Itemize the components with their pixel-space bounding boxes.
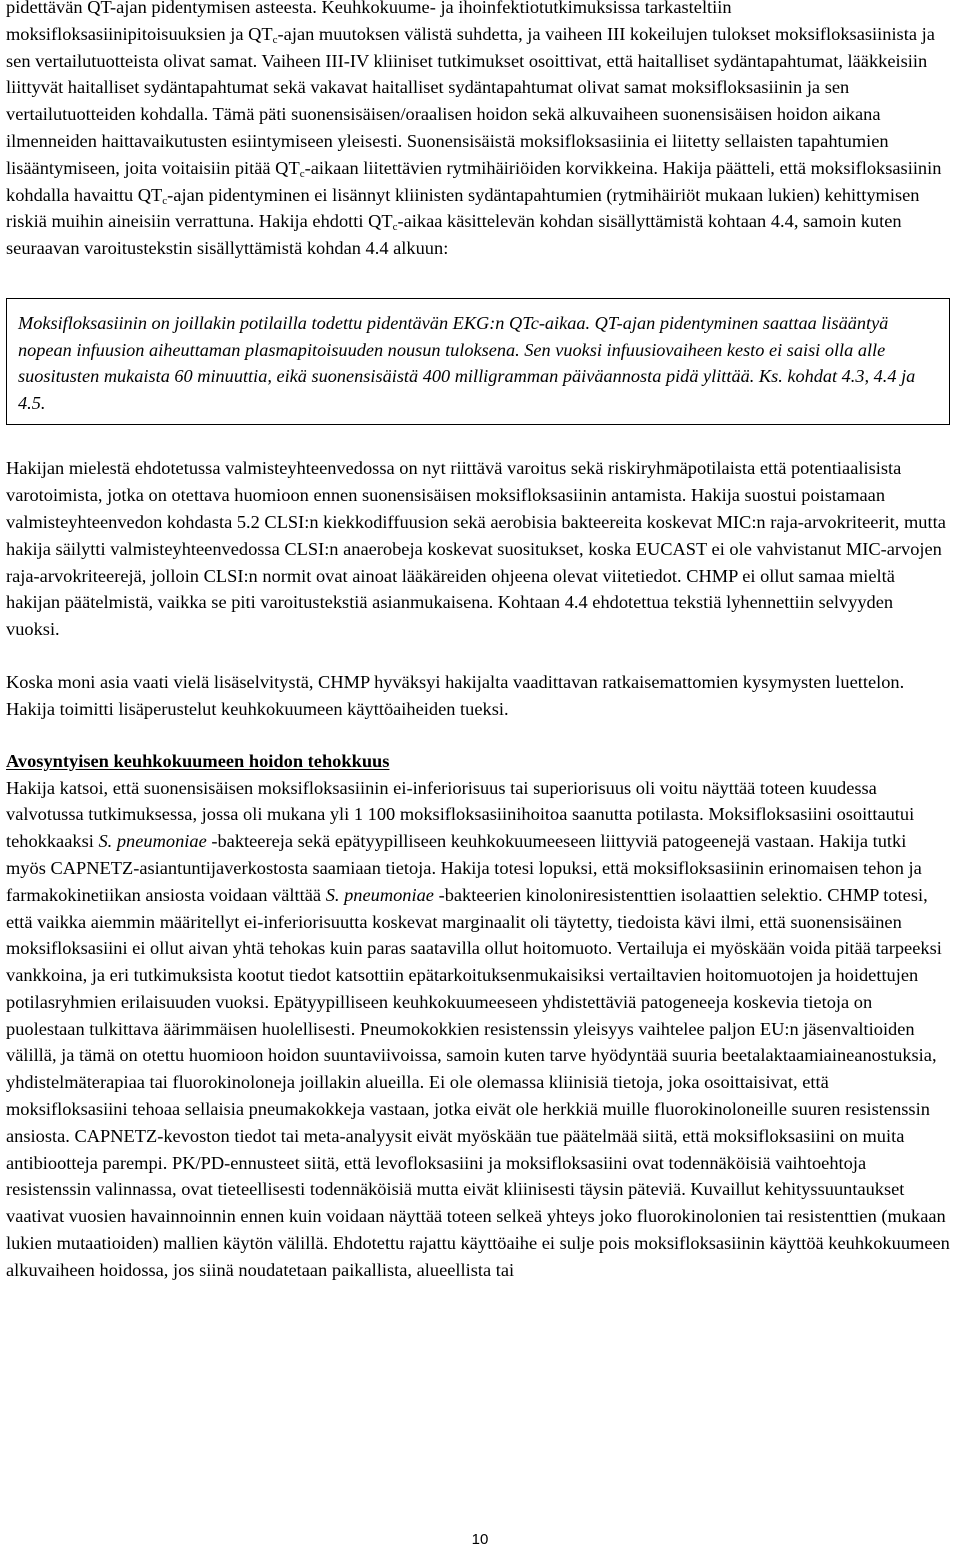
subscript-c: c — [272, 33, 278, 46]
text-run: -aikaa käsittelevän kohdan sisällyttämistä kohtaan 4.4, samoin kuten seuraavan varoitustekstin sisällyttämistä kohdan 4.4 alkuun: — [6, 211, 902, 259]
species-name: S. pneumoniae — [325, 884, 434, 905]
text-run: -ajan pidentyminen ei lisännyt kliinisten sydäntapahtumien (rytmihäiriöt mukaan lukien) kehittymisen riskiä muihin aineisiin verrattuna. Hakija ehdotti QT — [6, 184, 920, 232]
text-run: pidettävän QT-ajan pidentymisen asteesta. Keuhkokuume- ja ihoinfektiotutkimuksissa tarkasteltiin moksifloksasiinipitoisuuksien ja QT — [6, 0, 732, 44]
subscript-c: c — [392, 221, 398, 234]
text-run: -aikaan liitettävien rytmihäiriöiden korvikkeina. Hakija päätteli, että moksifloksasiinin kohdalla havaittu QT — [6, 157, 942, 205]
paragraph-outstanding-issues: Koska moni asia vaati vielä lisäselvitystä, CHMP hyväksyi hakijalta vaadittavan ratkaisemattomien kysymysten luettelon. Hakija toimitti lisäperustelut keuhkokuumeen käyttöaiheiden tueksi. — [6, 671, 905, 719]
text-run: -bakteerien kinoloniresistenttien isolaattien selektio. CHMP totesi, että vaikka aiemmin määritellyt ei-inferiorisuutta koskevat marginaalit oli täytetty, tiedoista kävi ilmi, että suonensisäinen moksifloksasiini ei ollut aivan yhtä tehokas kuin paras saatavilla ollut hoitomuoto. Vertailuja ei myöskään voida pitää tarpeeksi vankkoina, ja eri tutkimuksista kootut tiedot katsottiin epätarkoituksenmukaisiksi vertailtavien hoitomuotojen ja hoidettujen potilasryhmien erilaisuuden vuoksi. Epätyypilliseen keuhkokuumeeseen yhdistettäviä patogeneeja koskevia tietoja on puolestaan tulkittava äärimmäisen huolellisesti. Pneumokokkien resistenssin yleisyys vaihtelee paljon EU:n jäsenvaltioiden välillä, ja tämä on otettu huomioon hoidon suuntaviivoissa, samoin kuten tarve hyödyntää suuria beetalaktaamiaineanostuksia, yhdistelmäterapiaa tai fluorokinoloneja joillakin alueilla. Ei ole olemassa kliinisiä tietoja, joka osoittaisivat, että moksifloksasiini tehoaa sellaisia pneumakokkeja vastaan, jotka eivät ole herkkiä muille fluorokinoloneille suuren resistenssin ansiosta. CAPNETZ-kevoston tiedot tai meta-analyysit eivät myöskään tue päätelmää siitä, että moksifloksasiini on muita antibiootteja parempi. PK/PD-ennusteet siitä, että levofloksasiini ja moksifloksasiini ovat todennäköisiä vaihtoehtoja resistenssin valinnassa, ovat tieteellisesti todennäköisiä mutta eivät kliinisesti täysin päteviä. Kuvaillut kehityssuuntaukset vaativat vuosien havainnoinnin ennen kuin voidaan näyttää toteen selkeä yhteys joko fluorokinolonien tai resistenttien (mukaan lukien mutaatioiden) mallien käytön välillä. Ehdotettu rajattu käyttöaihe ei sulje pois moksifloksasiinin käyttöä keuhkokuumeen alkuvaiheen hoidossa, jos siinä noudatetaan paikallista, alueellista tai — [6, 884, 950, 1280]
text-run: -ajan muutoksen välistä suhdetta, ja vaiheen III kokeilujen tulokset moksifloksasiinista ja sen vertailutuotteista olivat samat. Vaiheen III-IV kliiniset tutkimukset osoittivat, että haitalliset sydäntapahtumat, lääkkeisiin liittyvät haitalliset sydäntapahtumat sekä vakavat haitalliset sydäntapahtumat olivat samat moksifloksasiinin ja sen vertailutuotteiden kohdalla. Tämä päti suonensisäisen/oraalisen hoidon sekä alkuvaiheen suonensisäisen hoidon aikana ilmenneiden haittavaikutusten esiintymiseen yleisesti. Suonensisäistä moksifloksasiinia ei liitetty sellaisten tapahtumien lisääntymiseen, joita voitaisiin pitää QT — [6, 23, 935, 178]
document-body — [6, 0, 950, 1284]
section-cap-efficacy — [6, 749, 950, 1284]
warning-text-box — [6, 298, 950, 425]
paragraph-efficacy — [6, 775, 950, 1284]
subscript-c: c — [299, 167, 305, 180]
text-run: Hakija katsoi, että suonensisäisen moksifloksasiinin ei-inferiorisuus tai superiorisuus oli voitu näyttää toteen kuudessa valvotussa tutkimuksessa, jossa oli mukana yli 1 100 moksifloksasiinihoitoa saanutta potilasta. Moksifloksasiini osoittautui tehokkaaksi — [6, 777, 915, 852]
species-name: S. pneumoniae — [98, 831, 207, 852]
page-number: 10 — [471, 1531, 489, 1548]
paragraph-qt-results — [6, 0, 950, 262]
paragraph-smpc-warning: Hakijan mielestä ehdotetussa valmisteyhteenvedossa on nyt riittävä varoitus sekä riskiryhmäpotilaista että potentiaalisista varotoimista, jotka on otettava huomioon ennen suonensisäisen moksifloksasiinin antamista. Hakija suostui poistamaan valmisteyhteenvedon kohdasta 5.2 CLSI:n kiekkodiffuusion sekä aerobisia bakteereita koskevat MIC:n raja-arvokriteerit, mutta hakija säilytti valmisteyhteenvedossa CLSI:n anaerobeja koskevat suositukset, koska EUCAST ei ole vahvistanut MIC-arvojen raja-arvokriteerejä, jolloin CLSI:n normit ovat ainoat lääkäreiden ohjeena olevat viitetiedot. CHMP ei ollut samaa mieltä hakijan päätelmistä, vaikka se piti varoitustekstiä asianmukaisena. Kohtaan 4.4 ehdotettua tekstiä lyhennettiin selvyyden vuoksi. — [6, 458, 946, 640]
text-run: -bakteereja sekä epätyypilliseen keuhkokuumeeseen liittyviä patogeenejä vastaan. Hakija tutki myös CAPNETZ-asiantuntijaverkostosta saamiaan tietoja. Hakija totesi lopuksi, että moksifloksasiinin erinomaisen tehon ja farmakokinetiikan ansiosta voidaan välttää — [6, 831, 922, 905]
warning-text: Moksifloksasiinin on joillakin potilailla todettu pidentävän EKG:n QTc-aikaa. QT-ajan pidentyminen saattaa lisääntyä nopean infuusion aiheuttaman plasmapitoisuuden nousun tuloksena. Sen vuoksi infuusiovaiheen kesto ei saisi olla alle suositusten mukaista 60 minuuttia, eikä suonensisäistä 400 milligramman päiväannosta pidä ylittää. Ks. kohdat 4.3, 4.4 ja 4.5. — [18, 312, 916, 413]
subscript-c: c — [162, 194, 168, 207]
section-heading: Avosyntyisen keuhkokuumeen hoidon tehokkuus — [6, 750, 390, 771]
